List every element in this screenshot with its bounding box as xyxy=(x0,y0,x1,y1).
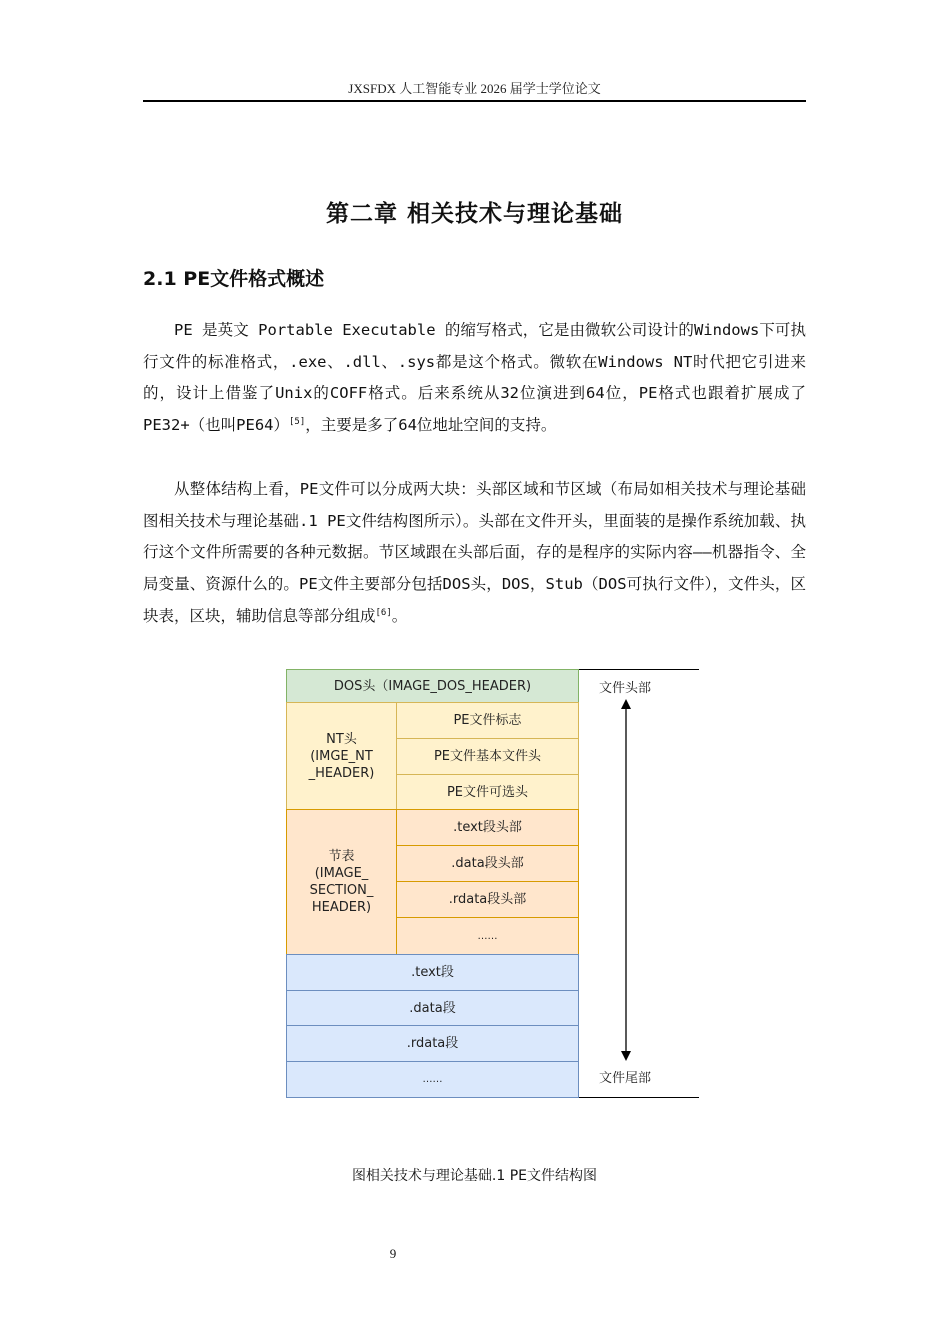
nt-header-block: NT头 (IMGE_NT _HEADER) xyxy=(286,702,397,810)
page-number: 9 xyxy=(389,1246,397,1261)
bracket-top-line xyxy=(579,669,699,670)
paragraph-2-text-end: 。 xyxy=(391,606,408,625)
paragraph-1-text: PE 是英文 Portable Executable 的缩写格式，它是由微软公司设计的Windows下可执行文件的标准格式，.exe、.dll、.sys都是这个格式。微软在Windows NT时代把它引进来的，设计上借鉴了Unix的COFF格式。后来系统从32位演进到64位，PE格式也跟着扩展成了PE32+（也叫PE64） xyxy=(143,321,806,435)
double-arrow-icon xyxy=(616,699,636,1061)
citation-5[interactable]: [5] xyxy=(289,417,306,428)
section-header-text: .text段头部 xyxy=(396,809,579,846)
section-header-rdata: .rdata段头部 xyxy=(396,881,579,918)
running-header: JXSFDX 人工智能专业 2026 届学士学位论文 xyxy=(348,81,601,96)
nt-item-optional-header: PE文件可选头 xyxy=(396,774,579,810)
citation-6[interactable]: [6] xyxy=(375,607,392,618)
pe-structure-diagram xyxy=(286,669,700,1099)
paragraph-2-text: 从整体结构上看，PE文件可以分成两大块：头部区域和节区域（布局如相关技术与理论基础图相关技术与理论基础.1 PE文件结构图所示）。头部在文件开头，里面装的是操作系统加载、执行这个文件所需要的各种元数据。节区域跟在头部后面，存的是程序的实际内容——机器指令、全局变量、资源什么的。PE文件主要部分包括DOS头，DOS，Stub（DOS可执行文件），文件头，区块表，区块，辅助信息等部分组成 xyxy=(143,480,806,625)
bracket-bottom-line xyxy=(579,1097,699,1098)
file-tail-label: 文件尾部 xyxy=(599,1071,652,1086)
paragraph-1-text-end: ，主要是多了64位地址空间的支持。 xyxy=(305,416,557,435)
section-title: 2.1 PE文件格式概述 xyxy=(143,268,325,290)
nt-item-pe-signature: PE文件标志 xyxy=(396,702,579,739)
section-header-data: .data段头部 xyxy=(396,845,579,882)
header-rule xyxy=(143,100,806,102)
section-text: .text段 xyxy=(286,954,579,991)
section-table-block: 节表 (IMAGE_ SECTION_ HEADER) xyxy=(286,809,397,955)
dos-header-block: DOS头（IMAGE_DOS_HEADER) xyxy=(286,669,579,703)
paragraph-1 xyxy=(143,315,806,442)
section-rdata: .rdata段 xyxy=(286,1025,579,1062)
section-more: …… xyxy=(286,1061,579,1098)
file-head-label: 文件头部 xyxy=(599,681,652,696)
section-header-more: …… xyxy=(396,917,579,955)
figure-caption: 图相关技术与理论基础.1 PE文件结构图 xyxy=(351,1168,598,1184)
section-data: .data段 xyxy=(286,990,579,1026)
chapter-title: 第二章 相关技术与理论基础 xyxy=(325,201,623,227)
nt-item-file-header: PE文件基本文件头 xyxy=(396,738,579,775)
paragraph-2 xyxy=(143,474,806,633)
